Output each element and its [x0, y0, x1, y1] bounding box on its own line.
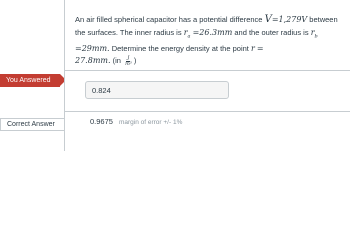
point-radius-equals: =	[256, 43, 264, 53]
submitted-answer-field	[85, 81, 229, 99]
outer-radius-value: =29mm.	[75, 43, 110, 53]
point-radius-value: 27.8mm.	[75, 56, 111, 65]
correct-answer-value: 0.9675	[90, 117, 113, 126]
question-text	[75, 14, 347, 68]
unit-denominator: m³	[125, 60, 132, 67]
voltage-value: =1,279V	[271, 15, 308, 24]
point-radius-symbol: r	[250, 43, 255, 53]
unit-prefix: (in	[112, 56, 121, 65]
you-answered-tag	[0, 74, 60, 87]
inner-radius-subscript: a	[187, 33, 191, 39]
question-text-part: An air filled spherical capacitor has a potential difference	[75, 15, 263, 24]
margin-of-error: margin of error +/- 1%	[118, 119, 183, 126]
question-content	[64, 0, 350, 151]
correct-answer-tag	[0, 118, 64, 131]
question-text-part: Determine the energy density at the point	[111, 43, 249, 53]
outer-radius-subscript: b	[314, 33, 318, 39]
question-text-part: between the surfaces. The inner radius is	[75, 15, 338, 37]
answer-region	[65, 70, 350, 112]
correct-answer-label: Correct Answer	[7, 121, 55, 128]
unit-fraction	[124, 56, 133, 67]
unit-suffix: )	[133, 56, 137, 65]
you-answered-label: You Answered	[6, 77, 51, 84]
unit-numerator: J	[127, 54, 130, 61]
question-text-part: and the outer radius is	[234, 27, 309, 37]
outer-radius-symbol: r	[310, 27, 315, 37]
correct-answer-line	[90, 117, 182, 126]
voltage-symbol: V	[264, 14, 272, 25]
inner-radius-value: =26.3mm	[192, 27, 233, 37]
inner-radius-symbol: r	[183, 27, 188, 37]
submitted-answer-value: 0.824	[92, 86, 111, 95]
